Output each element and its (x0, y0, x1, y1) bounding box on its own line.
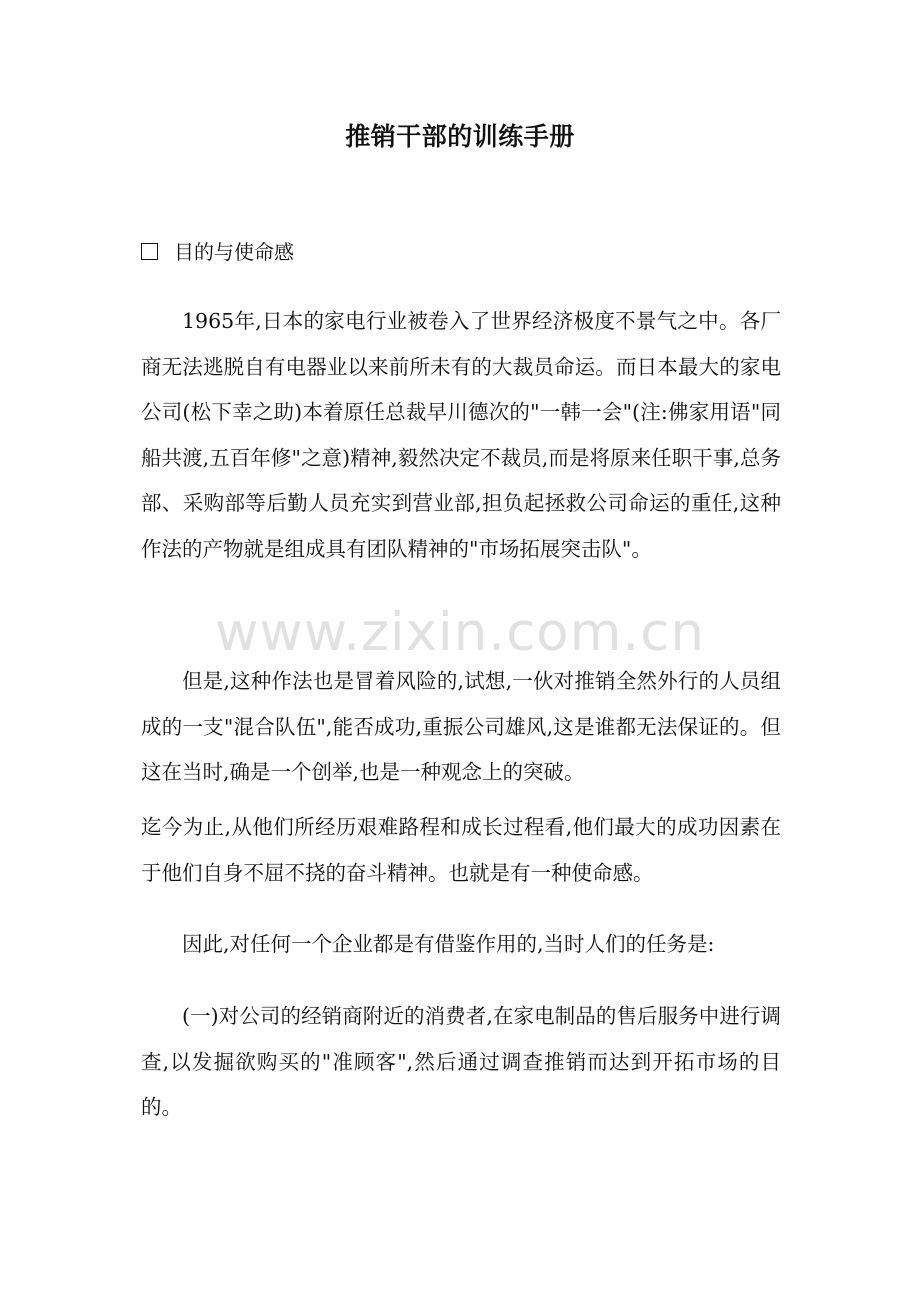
paragraph: (一)对公司的经销商附近的消费者,在家电制品的售后服务中进行调查,以发掘欲购买的"准顾客",然后通过调查推销而达到开拓市场的目的。 (141, 1004, 781, 1119)
paragraph: 迄今为止,从他们所经历艰难路程和成长过程看,他们最大的成功因素在于他们自身不屈不挠的奋斗精神。也就是有一种使命感。 (141, 815, 781, 885)
checkbox-square-icon (141, 243, 158, 260)
paragraph: 但是,这种作法也是冒着风险的,试想,一伙对推销全然外行的人员组成的一支"混合队伍",能否成功,重振公司雄风,这是谁都无法保证的。但这在当时,确是一个创举,也是一种观念上的突破。 (141, 669, 781, 784)
watermark: www.zixin.com.cn (215, 602, 705, 663)
paragraph: 1965年,日本的家电行业被卷入了世界经济极度不景气之中。各厂商无法逃脱自有电器业以来前所未有的大裁员命运。而日本最大的家电公司(松下幸之助)本着原任总裁早川德次的"一韩一会"(注:佛家用语"同船共渡,五百年修"之意)精神,毅然决定不裁员,而是将原来任职干事,总务部、采购部等后勤人员充实到营业部,担负起拯救公司命运的重任,这种作法的产物就是组成具有团队精神的"市场拓展突击队"。 (141, 309, 781, 561)
section-heading-text: 目的与使命感 (174, 240, 294, 264)
document-title: 推销干部的训练手册 (345, 122, 575, 151)
section-heading (141, 232, 294, 272)
paragraph: 因此,对任何一个企业都是有借鉴作用的,当时人们的任务是: (182, 932, 715, 956)
